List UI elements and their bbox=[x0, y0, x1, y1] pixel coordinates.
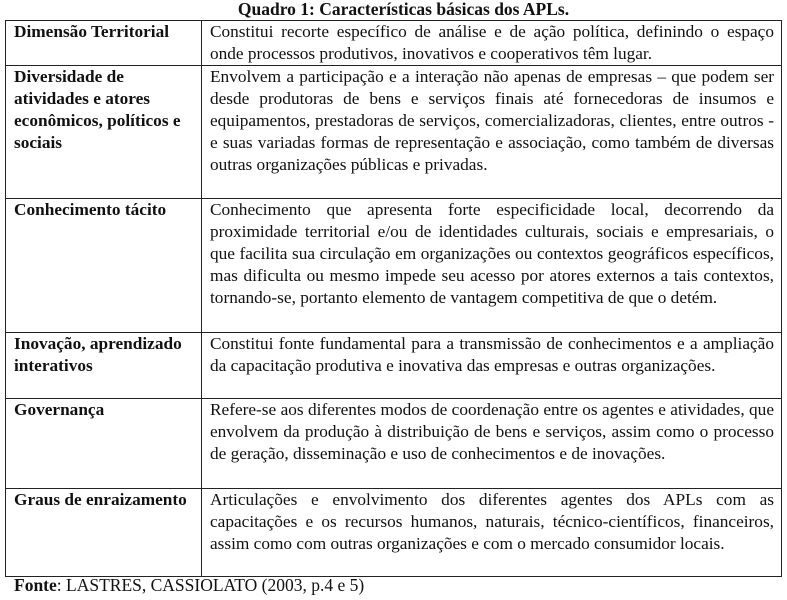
row-label: Conhecimento tácito bbox=[6, 199, 202, 333]
row-label: Inovação, aprendizado interativos bbox=[6, 333, 202, 399]
table-row bbox=[6, 399, 782, 489]
row-description: Constitui fonte fundamental para a transmissão de conhecimentos e a ampliação da capacitação produtiva e inovativa das empresas e outras organizações. bbox=[202, 333, 782, 399]
row-label: Graus de enraizamento bbox=[6, 489, 202, 577]
row-description: Envolvem a participação e a interação não apenas de empresas – que podem ser desde produtoras de bens e serviços finais até fornecedoras de insumos e equipamentos, prestadoras de serviços, comercializadoras, clientes, entre outros - e suas variadas formas de representação e associação, como também de diversas outras organizações públicas e privadas. bbox=[202, 66, 782, 199]
table-caption: Quadro 1: Características básicas dos APLs. bbox=[237, 0, 570, 19]
table-row bbox=[6, 333, 782, 399]
row-label: Diversidade de atividades e atores econômicos, políticos e sociais bbox=[6, 66, 202, 199]
row-description: Constitui recorte específico de análise e de ação política, definindo o espaço onde processos produtivos, inovativos e cooperativos têm lugar. bbox=[202, 21, 782, 66]
row-label: Dimensão Territorial bbox=[6, 21, 202, 66]
source-label: Fonte bbox=[14, 575, 57, 595]
row-description: Articulações e envolvimento dos diferentes agentes dos APLs com as capacitações e os recursos humanos, naturais, técnico-científicos, financeiros, assim como com outras organizações e com o mercado consumidor locais. bbox=[202, 489, 782, 577]
table-row bbox=[6, 66, 782, 199]
table-row bbox=[6, 199, 782, 333]
source-text: : LASTRES, CASSIOLATO (2003, p.4 e 5) bbox=[56, 575, 365, 595]
table-row bbox=[6, 21, 782, 66]
row-description: Refere-se aos diferentes modos de coordenação entre os agentes e atividades, que envolvem da produção à distribuição de bens e serviços, assim como o processo de geração, disseminação e uso de conhecimentos e de inovações. bbox=[202, 399, 782, 489]
table-row bbox=[6, 489, 782, 577]
characteristics-table bbox=[5, 20, 782, 577]
source-note bbox=[14, 574, 364, 596]
row-label: Governança bbox=[6, 399, 202, 489]
row-description: Conhecimento que apresenta forte especificidade local, decorrendo da proximidade territorial e/ou de identidades culturais, sociais e empresariais, o que facilita sua circulação em organizações ou contextos geográficos específicos, mas dificulta ou mesmo impede seu acesso por atores externos a tais contextos, tornando-se, portanto elemento de vantagem competitiva de que o detém. bbox=[202, 199, 782, 333]
